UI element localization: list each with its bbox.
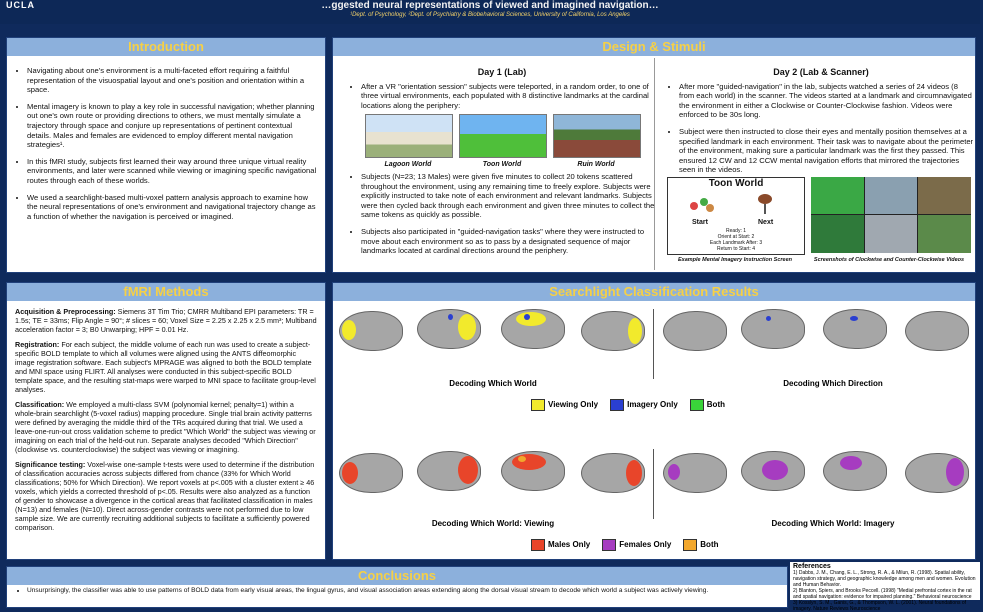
methods-heading: fMRI Methods — [7, 283, 325, 301]
legend-label: Females Only — [619, 540, 672, 550]
introduction-heading: Introduction — [7, 38, 325, 56]
legend-label: Both — [700, 540, 719, 550]
legend-label: Both — [706, 400, 725, 410]
day2-bullet: • Subject were then instructed to close their eyes and mentally position themselves at a specified landmark in each environment. Their task was to navigate about the perimeter of the environment, making sure a particular landmark was the first they passed. This ensured 12 CW and 12 CCW mental navigation efforts that mirrored the trajectories seen in the videos. — [679, 127, 975, 175]
poster-title: …ggested neural representations of viewed and imagined navigation… — [321, 0, 659, 11]
results-divider — [653, 309, 654, 379]
results-divider — [653, 449, 654, 519]
brain-surface — [417, 309, 481, 349]
legend-viewing-imagery — [531, 399, 725, 411]
world-images — [349, 114, 655, 170]
legend-swatch — [610, 399, 624, 411]
ruin-world-image — [553, 114, 641, 158]
methods-label: Acquisition & Preprocessing: — [15, 307, 116, 316]
world-caption: Lagoon World — [384, 161, 432, 169]
start-landmark-icon — [688, 196, 716, 212]
instruction-line: Each Landmark After: 3 — [709, 239, 763, 246]
intro-bullet: • In this fMRI study, subjects first learned their way around three unique virtual reality environments, and later were scanned while viewing or imagining specific navigational routes through each of these worlds. — [27, 157, 317, 186]
legend-swatch — [690, 399, 704, 411]
poster-header — [0, 0, 980, 24]
brain-surface — [905, 311, 969, 351]
video-frame — [811, 215, 864, 253]
result-label: Decoding Which World: Viewing — [431, 519, 555, 528]
methods-label: Registration: — [15, 340, 60, 349]
methods-paragraph — [15, 400, 317, 454]
brain-surface — [663, 311, 727, 351]
video-screenshots — [811, 177, 971, 253]
brain-surface — [417, 451, 481, 491]
methods-paragraph — [15, 460, 317, 532]
day2-bullet: • After more "guided-navigation" in the lab, subjects watched a series of 24 videos (8 from each world) in the scanner. The videos started at a landmark and circumnavigated the environment in either a Clockwise or Counter-Clockwise fashion. Videos were enforced to be 30s long. — [679, 82, 975, 120]
introduction-panel — [6, 37, 326, 273]
legend-item — [683, 539, 718, 551]
result-label: Decoding Which World: Imagery — [771, 519, 895, 528]
brain-surface — [581, 453, 645, 493]
results-heading: Searchlight Classification Results — [333, 283, 975, 301]
methods-paragraph — [15, 307, 317, 334]
day1-bullet: • Subjects also participated in "guided-navigation tasks" where they were instructed to move about each environment so as to pass by a designated sequence of major landmarks located at cardinal directions around the periphery. — [361, 227, 655, 256]
legend-label: Viewing Only — [548, 400, 599, 410]
brain-surface — [823, 451, 887, 491]
design-stimuli-panel — [332, 37, 976, 273]
methods-text: For each subject, the middle volume of each run was used to create a subject-specific BOLD template to which all volumes were aligned using the ANTS diffeomorphic image registration software. Each subject's MPRAGE was aligned to both the BOLD template and MNI space using FLIRT. All analyses were conducted in this subject-specific BOLD template space, and the resulting stat-maps were warped to MNI space to facilitate group-level analyses. — [15, 340, 316, 394]
conclusions-heading: Conclusions — [7, 567, 787, 585]
methods-label: Significance testing: — [15, 460, 86, 469]
legend-item — [610, 399, 678, 411]
brain-surface — [741, 309, 805, 349]
intro-bullet: • Navigating about one's environment is a multi-faceted effort requiring a faithful representation of the visuospatial layout and one's position and orientation within a space. — [27, 66, 317, 95]
brain-surface — [741, 451, 805, 491]
world-thumb — [365, 114, 451, 170]
brain-surface — [501, 309, 565, 349]
day1-title: Day 1 (Lab) — [477, 67, 527, 77]
reference-item: 2) Blanton, Spiers, and Brooks Peccell. (1998) "Medial prefrontal cortex in the rat and spatial navigation: evidence for impaired planning." Behavioral neuroscience — [793, 588, 972, 600]
legend-gender — [531, 539, 719, 551]
intro-bullet: • Mental imagery is known to play a key role in successful navigation; whether planning out one's own route or providing directions to others, we must mentally simulate a trajectory through space and conjure up representations of pertinent contextual details. Males and females are evidenced to employ different mental navigation strategies¹. — [27, 102, 317, 150]
video-frame — [865, 215, 918, 253]
methods-text: Siemens 3T Tim Trio; CMRR Multiband EPI parameters: TR = 1.5s; TE = 33ms; Flip Angle = 90°; # slices = 60; Voxel Size = 2.25 x 2.25 x 2.5 mm³; Multiband acceleration factor = 3; B0 Unwarping; HPF = 0.01 Hz. — [15, 307, 317, 334]
toon-world-image — [459, 114, 547, 158]
legend-item — [531, 539, 590, 551]
next-label: Next — [758, 218, 774, 226]
conclusion-bullet: • Unsurprisingly, the classifier was able to use patterns of BOLD data from early visual areas, the lingual gyrus, and visual association areas extending along the dorsal visual stream to decode which world a subject was actively viewing. — [27, 587, 779, 595]
instruction-line: Orient at Start: 2 — [717, 233, 755, 240]
reference-item: 1) Dabbs, J. M., Chang, E. L., Strong, R. A., & Milun, R. (1998). Spatial ability, navigation strategy, and geographic knowledge among men and women. Evolution and Human Behavior. — [793, 570, 976, 588]
brain-surface — [339, 453, 403, 493]
day2-column — [659, 60, 983, 272]
legend-label: Males Only — [548, 540, 591, 550]
result-label: Decoding Which World — [449, 379, 537, 388]
world-thumb — [459, 114, 545, 170]
lagoon-world-image — [365, 114, 453, 158]
video-frame — [811, 177, 864, 215]
video-frame — [918, 177, 971, 215]
results-panel — [332, 282, 976, 560]
day1-column — [341, 60, 663, 269]
next-landmark-icon — [756, 194, 774, 214]
instruction-line: Ready: 1 — [725, 227, 746, 234]
legend-item — [531, 399, 598, 411]
brain-surface — [663, 453, 727, 493]
legend-item — [602, 539, 671, 551]
methods-text: We employed a multi-class SVM (polynomial kernel; penalty=1) within a whole-brain searchlight (5-voxel radius) mapping procedure. Single trial brain activity patterns were defined by averaging the middle third of the TRs acquired during that trial. We used a leave-one-run-out cross validation scheme to predict "Which World" the subject was viewing or imagining on each trial of the held-out run. Separate analyses decoded "Which Direction" (clockwise vs. counterclockwise) the subject was viewing or imagining. — [15, 400, 316, 454]
world-caption: Toon World — [482, 161, 522, 169]
day1-bullet: • After a VR "orientation session" subjects were teleported, in a random order, to one of three virtual environments, each populated with 8 distinctive landmarks at the cardinal locations along the periphery: — [361, 82, 655, 111]
brain-surface — [581, 311, 645, 351]
legend-label: Imagery Only — [627, 400, 678, 410]
brain-surface — [823, 309, 887, 349]
video-frame — [918, 215, 971, 253]
day1-bullet: • Subjects (N=23; 13 Males) were given five minutes to collect 20 tokens scattered throughout the environment, using any remaining time to freely explore. Subjects were explicitly instructed to take note of each environment and relevant landmarks. Subjects were then cycled back through each environment and given three minutes to collect the same tokens as quickly as possible. — [361, 172, 655, 220]
legend-swatch — [683, 539, 697, 551]
brain-surface — [501, 451, 565, 491]
methods-text: Voxel-wise one-sample t-tests were used to determine if the distribution of classification accuracies across subjects differed from chance (33% for Which World classifications; 50% for Which Direction). We report voxels at p<.005 with a cluster extent ≥ 46 voxels, which yields a corrected threshold of p<.05. Results were also analyzed as a function of gender to showcase a divergence in the cortical areas that facilitated classification in males (N=13) and females (N=10). Direct across-gender contrasts were not performed due to low sample size. We are currently recruiting additional subjects to facilitate a sufficiently powered comparison. — [15, 460, 315, 532]
day2-title: Day 2 (Lab & Scanner) — [773, 67, 869, 77]
brain-surface — [339, 311, 403, 351]
legend-swatch — [531, 399, 545, 411]
legend-item — [690, 399, 725, 411]
world-thumb — [553, 114, 639, 170]
design-stimuli-heading: Design & Stimuli — [333, 38, 975, 56]
reference-item: 3) Kosslyn, S. M., Ganis, G., & Thompson, W. L. (2001). Neural foundations of imagery. Nature Reviews Neuroscience — [793, 600, 967, 612]
legend-swatch — [602, 539, 616, 551]
start-label: Start — [692, 218, 708, 226]
references-box — [790, 562, 980, 612]
video-screenshots-caption: Screenshots of Clockwise and Counter-Clockwise Videos — [813, 256, 965, 263]
brain-surface — [905, 453, 969, 493]
instruction-line: Return to Start: 4 — [716, 245, 756, 252]
university-logo: UCLA — [6, 0, 35, 10]
instruction-screen — [667, 177, 805, 255]
screen-title: Toon World — [708, 177, 764, 189]
references-title: References — [793, 563, 831, 570]
affiliation-line: ¹Dept. of Psychology, ²Dept. of Psychiatry & Biobehavioral Sciences, University of California, Los Angeles — [350, 12, 630, 18]
conclusions-panel — [6, 566, 788, 608]
methods-panel — [6, 282, 326, 560]
intro-bullet: • We used a searchlight-based multi-voxel pattern analysis approach to examine how the neural representations of one's environment and navigational trajectory change as a function of whether the navigation is perceived or imagined. — [27, 193, 317, 222]
result-label: Decoding Which Direction — [783, 379, 883, 388]
legend-swatch — [531, 539, 545, 551]
methods-label: Classification: — [15, 400, 65, 409]
instruction-screen-caption: Example Mental Imagery Instruction Screen — [677, 256, 792, 263]
methods-paragraph — [15, 340, 317, 394]
video-frame — [865, 177, 918, 215]
world-caption: Ruin World — [577, 161, 615, 169]
